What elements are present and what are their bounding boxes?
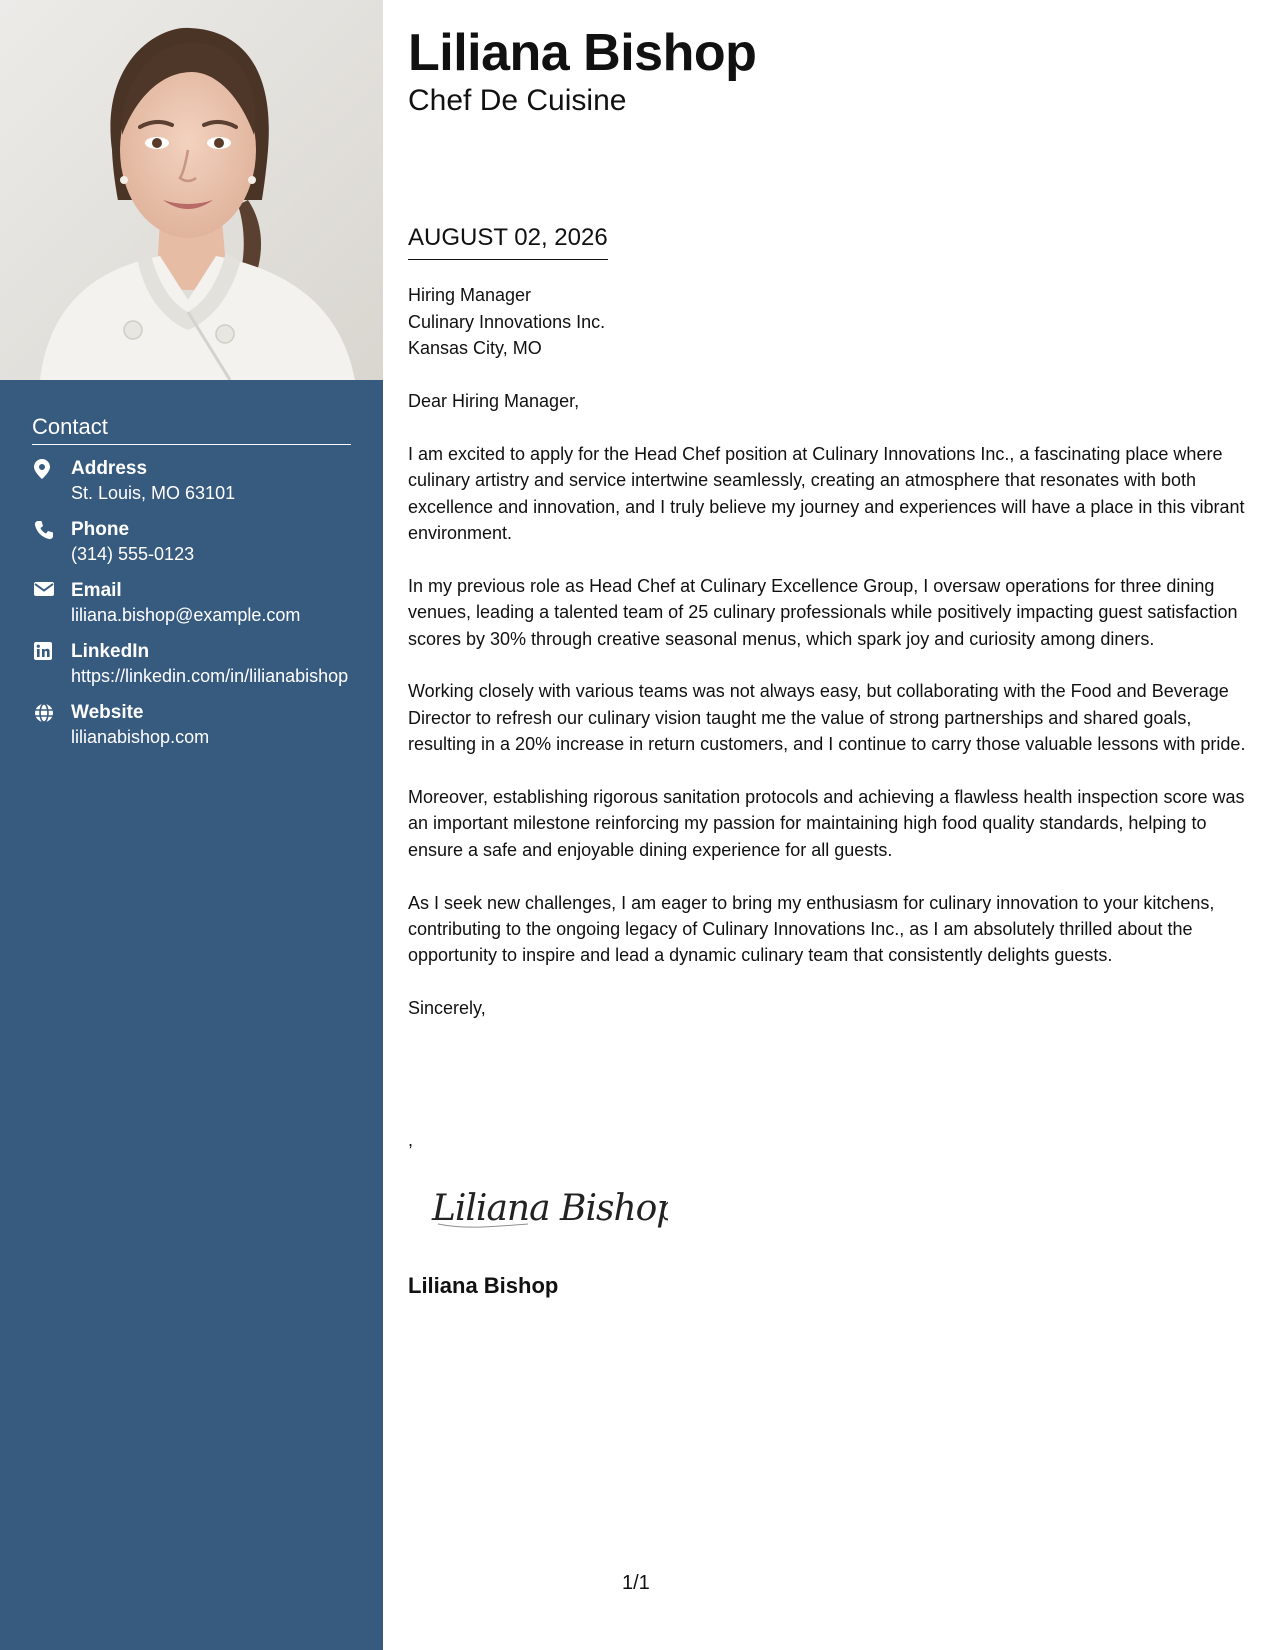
recipient-title: Hiring Manager [408, 285, 532, 305]
letter-body [408, 388, 1253, 1048]
body-paragraph: Moreover, establishing rigorous sanitation protocols and achieving a flawless health inspection score was an important milestone reinforcing my passion for maintaining high food quality standards, helping to ensure a safe and enjoyable dining experience for all guests. [408, 787, 1245, 860]
phone-label: Phone [71, 519, 130, 540]
envelope-icon [34, 581, 54, 601]
applicant-role: Chef De Cuisine [408, 84, 627, 117]
letter-date: AUGUST 02, 2026 [408, 222, 608, 260]
contact-item-address [32, 457, 351, 505]
body-paragraph: In my previous role as Head Chef at Culinary Excellence Group, I oversaw operations for three dining venues, leading a talented team of 25 culinary professionals while positively impacting guest satisfaction scores by 30% through creative seasonal menus, which spark joy and curiosity among diners. [408, 575, 1238, 649]
address-value: St. Louis, MO 63101 [71, 483, 236, 503]
contact-item-email [32, 579, 351, 627]
signature-script: Liliana Bishop [432, 1188, 668, 1229]
page-number: 1/1 [622, 1572, 650, 1594]
body-paragraph: As I seek new challenges, I am eager to bring my enthusiasm for culinary innovation to your kitchens, contributing to the ongoing legacy of Culinary Innovations Inc., as I am absolutely thrilled about the opportunity to inspire and lead a dynamic culinary team that consistently delights guests. [408, 892, 1215, 966]
applicant-name: Liliana Bishop [408, 24, 757, 82]
contact-item-linkedin [32, 640, 351, 688]
address-label: Address [71, 458, 148, 479]
email-value[interactable]: liliana.bishop@example.com [71, 605, 301, 625]
map-pin-icon [34, 459, 54, 479]
linkedin-icon [34, 642, 54, 662]
signer-name: Liliana Bishop [408, 1273, 559, 1298]
body-paragraph: Working closely with various teams was not always easy, but collaborating with the Food and Beverage Director to refresh our culinary vision taught me the value of strong partnerships and shared goals, resulting in a 20% increase in return customers, and I continue to carry those valuable lessons with pride. [408, 681, 1246, 755]
handwritten-signature [428, 1180, 668, 1245]
body-paragraph: I am excited to apply for the Head Chef position at Culinary Innovations Inc., a fascinating place where culinary artistry and service intertwine seamlessly, creating an atmosphere that resonates with both excellence and innovation, and I truly believe my journey and experiences will have a place in this vibrant environment. [408, 443, 1245, 544]
contact-item-website [32, 701, 351, 749]
recipient-block [408, 282, 605, 362]
sidebar [0, 0, 383, 1650]
profile-photo [0, 0, 383, 380]
contact-item-phone [32, 518, 351, 566]
website-label: Website [71, 702, 144, 723]
contact-section [32, 413, 351, 762]
phone-icon [34, 520, 54, 540]
recipient-location: Kansas City, MO [408, 338, 542, 358]
linkedin-label: LinkedIn [71, 641, 150, 662]
recipient-company: Culinary Innovations Inc. [408, 311, 606, 332]
linkedin-value[interactable]: https://linkedin.com/in/lilianabishop [71, 666, 349, 686]
closing: Sincerely, [408, 998, 486, 1019]
globe-icon [34, 703, 54, 723]
contact-title: Contact [32, 413, 351, 445]
salutation: Dear Hiring Manager, [408, 391, 580, 411]
email-label: Email [71, 580, 122, 601]
phone-value: (314) 555-0123 [71, 544, 195, 564]
website-value[interactable]: lilianabishop.com [71, 727, 210, 747]
stray-comma: , [408, 1130, 414, 1150]
